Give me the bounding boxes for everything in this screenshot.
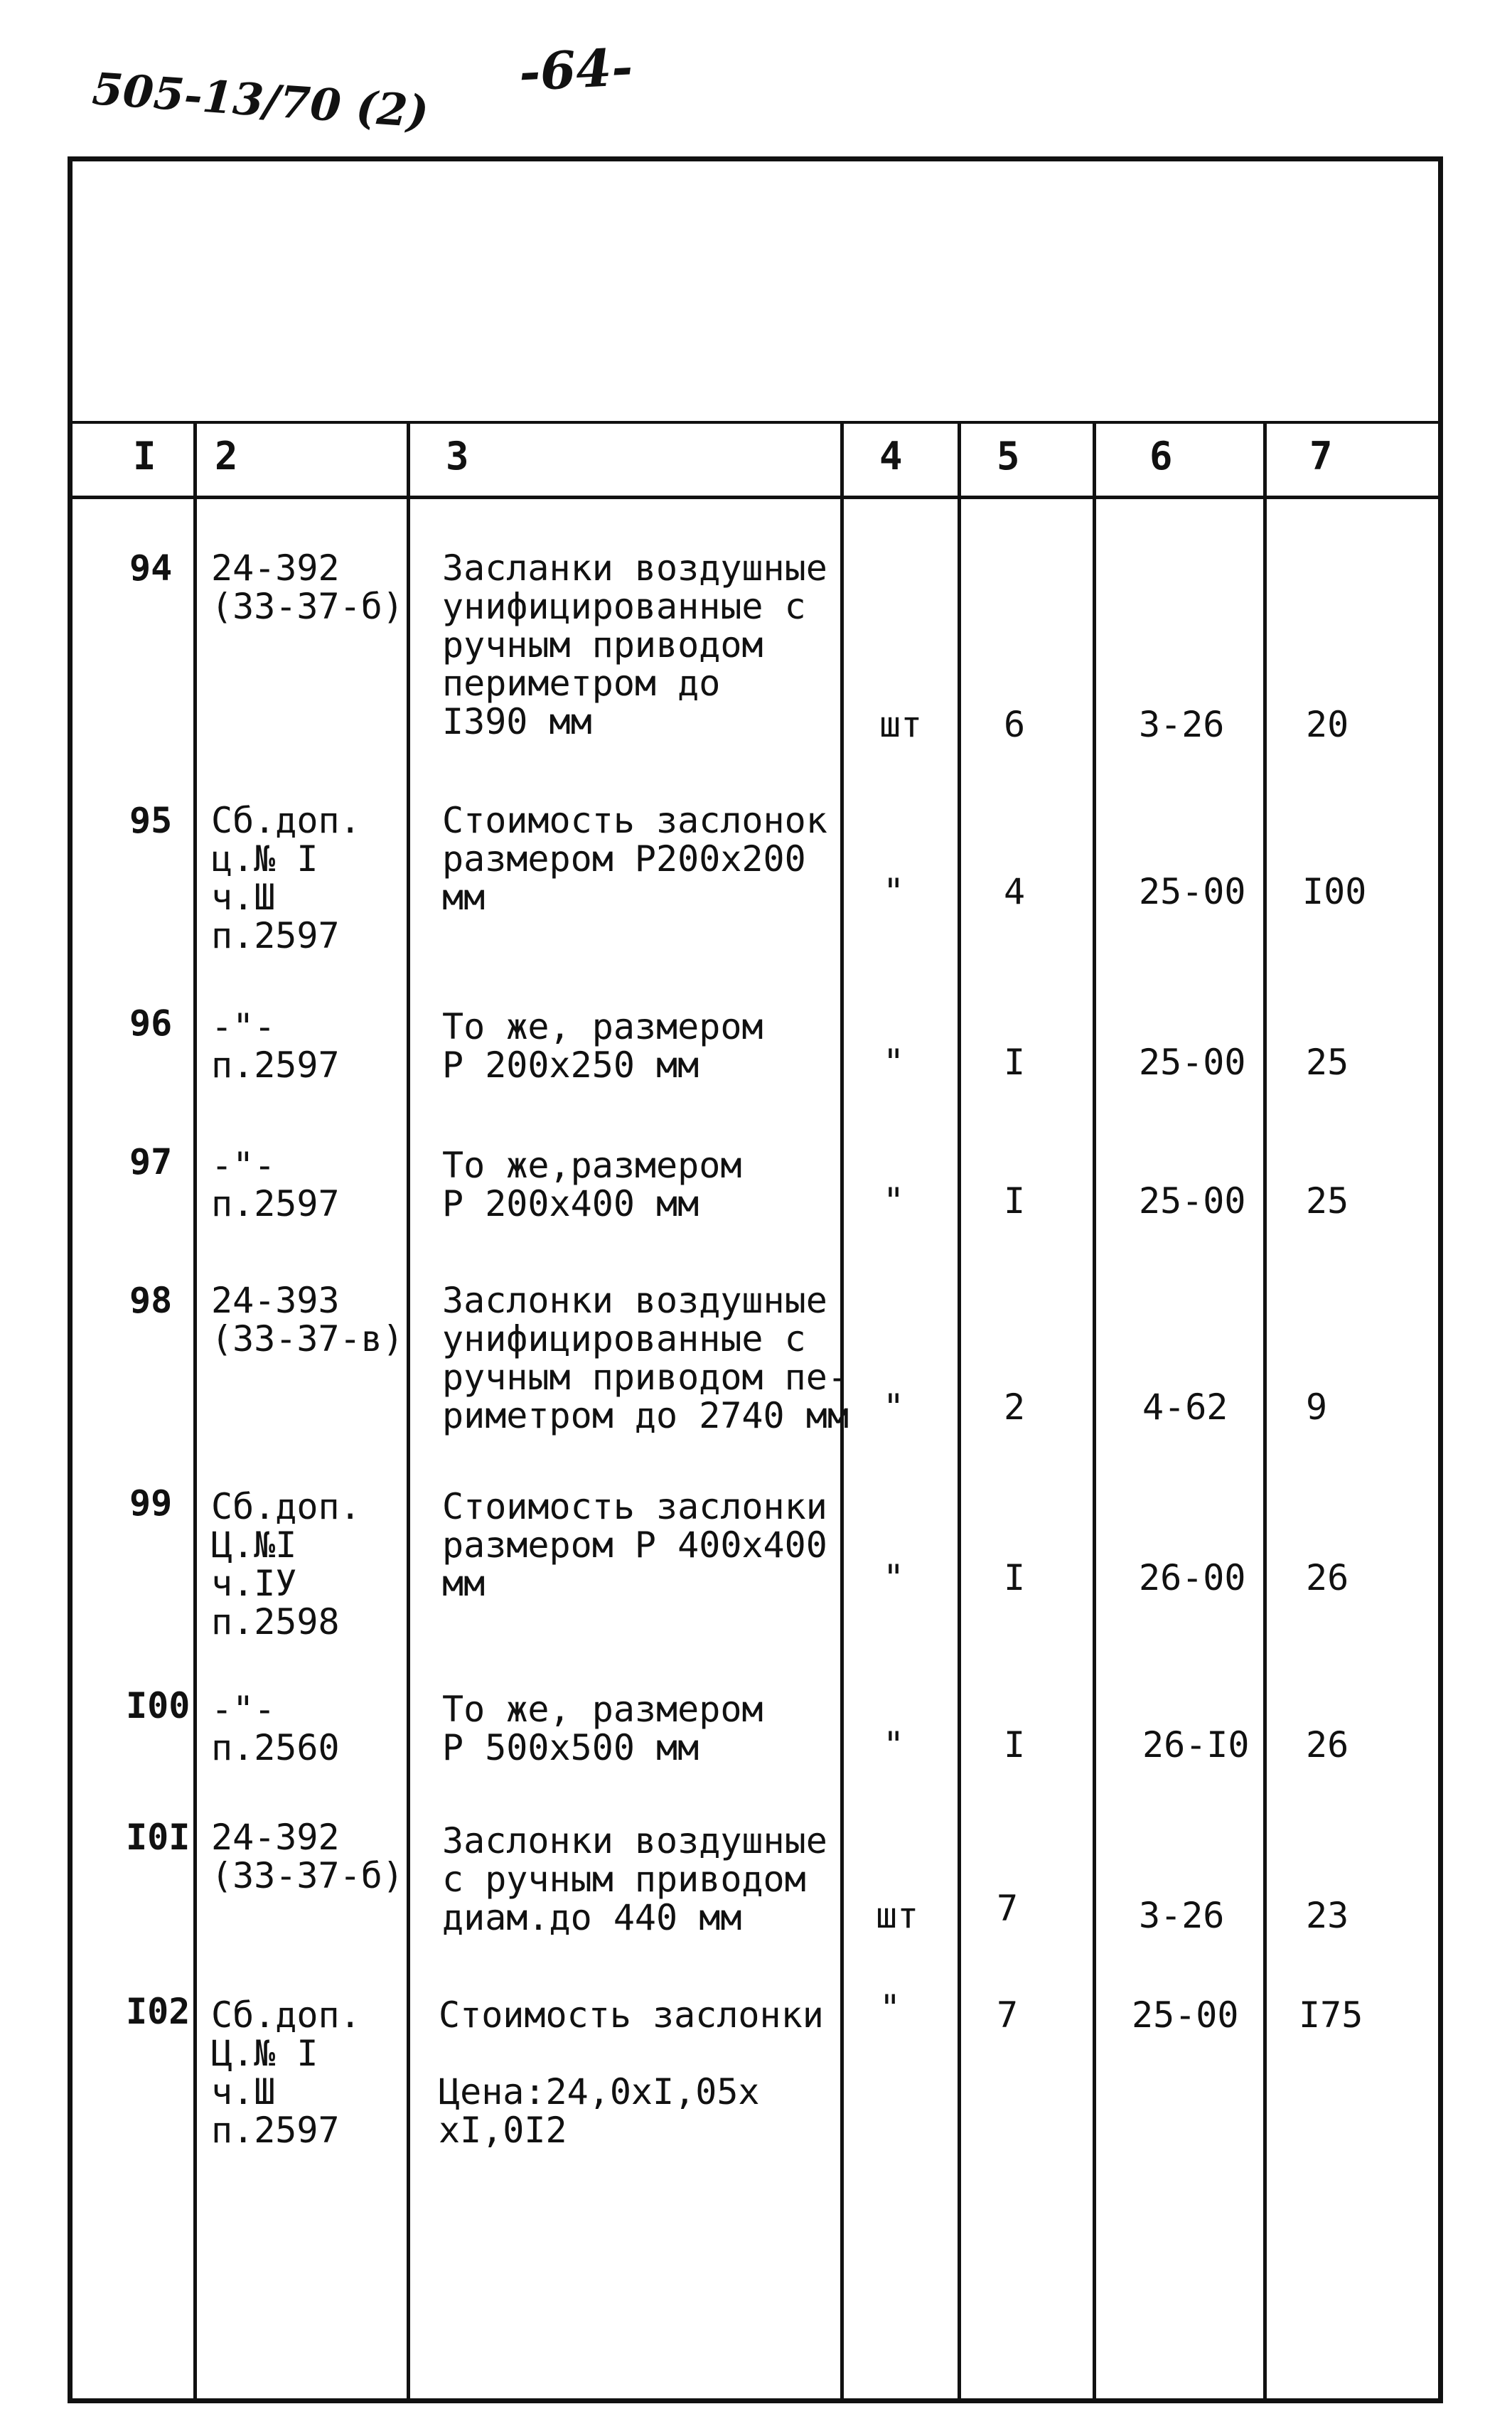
column-header-5: 5 — [997, 434, 1020, 479]
row-unit: " — [883, 1387, 905, 1428]
row-unit: " — [883, 1557, 905, 1598]
row-number: 94 — [129, 547, 173, 589]
row-number: 97 — [129, 1141, 173, 1182]
row-unit: " — [879, 1987, 901, 2029]
row-price: 26-I0 — [1142, 1724, 1250, 1765]
col-divider-4 — [958, 421, 961, 2398]
row-quantity: 4 — [1004, 871, 1026, 912]
row-price: 25-00 — [1139, 1042, 1246, 1083]
row-price: 4-62 — [1142, 1387, 1228, 1428]
row-price: 26-00 — [1139, 1557, 1246, 1598]
col-divider-5 — [1093, 421, 1096, 2398]
row-unit: " — [883, 1042, 905, 1083]
col-divider-6 — [1263, 421, 1267, 2398]
row-quantity: I — [1004, 1724, 1026, 1765]
row-description: То же, размером Р 200х250 мм — [442, 1006, 763, 1086]
column-header-6: 6 — [1149, 434, 1173, 479]
column-header-2: 2 — [215, 434, 238, 479]
row-unit: " — [883, 1180, 905, 1222]
row-number: 95 — [129, 800, 173, 841]
row-quantity: 6 — [1004, 704, 1026, 745]
table-top-divider — [73, 421, 1438, 424]
row-reference: 24-393 (33-37-в) — [211, 1280, 404, 1359]
row-price: 25-00 — [1139, 871, 1246, 912]
row-unit: " — [883, 1724, 905, 1765]
row-number: 99 — [129, 1483, 173, 1524]
row-reference: -"- п.2560 — [211, 1689, 340, 1768]
row-reference: 24-392 (33-37-б) — [211, 547, 404, 627]
row-total: I00 — [1302, 871, 1367, 912]
row-price: 3-26 — [1139, 1895, 1225, 1936]
row-total: 20 — [1306, 704, 1349, 745]
row-quantity: I — [1004, 1180, 1026, 1222]
row-total: 26 — [1306, 1724, 1349, 1765]
row-description: Стоимость заслонки Цена:24,0хI,05х хI,0I2 — [439, 1994, 824, 2151]
page-number: -64- — [517, 36, 635, 103]
row-price: 3-26 — [1139, 704, 1225, 745]
row-unit: шт — [876, 1895, 919, 1936]
row-quantity: 2 — [1004, 1387, 1026, 1428]
header-bottom-divider — [73, 496, 1438, 499]
row-number: 96 — [129, 1003, 173, 1044]
row-total: 26 — [1306, 1557, 1349, 1598]
row-description: То же,размером Р 200х400 мм — [442, 1145, 742, 1224]
row-unit: шт — [879, 704, 923, 745]
row-reference: Сб.доп. Ц.№I ч.IУ п.2598 — [211, 1486, 361, 1642]
row-reference: Сб.доп. Ц.№ I ч.Ш п.2597 — [211, 1994, 361, 2151]
row-total: 25 — [1306, 1180, 1349, 1222]
row-price: 25-00 — [1139, 1180, 1246, 1222]
row-price: 25-00 — [1132, 1994, 1239, 2036]
row-total: 9 — [1306, 1387, 1328, 1428]
row-description: Стоимость заслонок размером Р200х200 мм — [442, 800, 827, 918]
row-description: Стоимость заслонки размером Р 400х400 мм — [442, 1486, 827, 1604]
row-number: I02 — [126, 1991, 191, 2032]
row-reference: -"- п.2597 — [211, 1006, 340, 1086]
row-quantity: 7 — [997, 1994, 1019, 2036]
row-reference: 24-392 (33-37-б) — [211, 1817, 404, 1896]
row-number: 98 — [129, 1280, 173, 1321]
column-header-4: 4 — [879, 434, 903, 479]
row-reference: Сб.доп. ц.№ I ч.Ш п.2597 — [211, 800, 361, 956]
row-quantity: I — [1004, 1557, 1026, 1598]
row-number: I00 — [126, 1685, 191, 1726]
col-divider-1 — [193, 421, 197, 2398]
row-total: 23 — [1306, 1895, 1349, 1936]
row-total: I75 — [1299, 1994, 1363, 2036]
row-total: 25 — [1306, 1042, 1349, 1083]
row-number: I0I — [126, 1817, 191, 1858]
column-header-3: 3 — [446, 434, 469, 479]
row-description: Засланки воздушные унифицированные с ручным приводом периметром до I390 мм — [442, 547, 827, 742]
row-quantity: 7 — [997, 1888, 1019, 1929]
document-code: 505-13/70 (2) — [90, 63, 431, 138]
row-unit: " — [883, 871, 905, 912]
table-frame — [68, 156, 1443, 2403]
row-description: Заслонки воздушные с ручным приводом диам.до 440 мм — [442, 1820, 827, 1938]
col-divider-2 — [407, 421, 410, 2398]
row-description: Заслонки воздушные унифицированные с ручным приводом пе- риметром до 2740 мм — [442, 1280, 849, 1436]
row-quantity: I — [1004, 1042, 1026, 1083]
column-header-7: 7 — [1309, 434, 1333, 479]
row-description: То же, размером Р 500х500 мм — [442, 1689, 763, 1768]
row-reference: -"- п.2597 — [211, 1145, 340, 1224]
column-header-1: I — [133, 434, 156, 479]
